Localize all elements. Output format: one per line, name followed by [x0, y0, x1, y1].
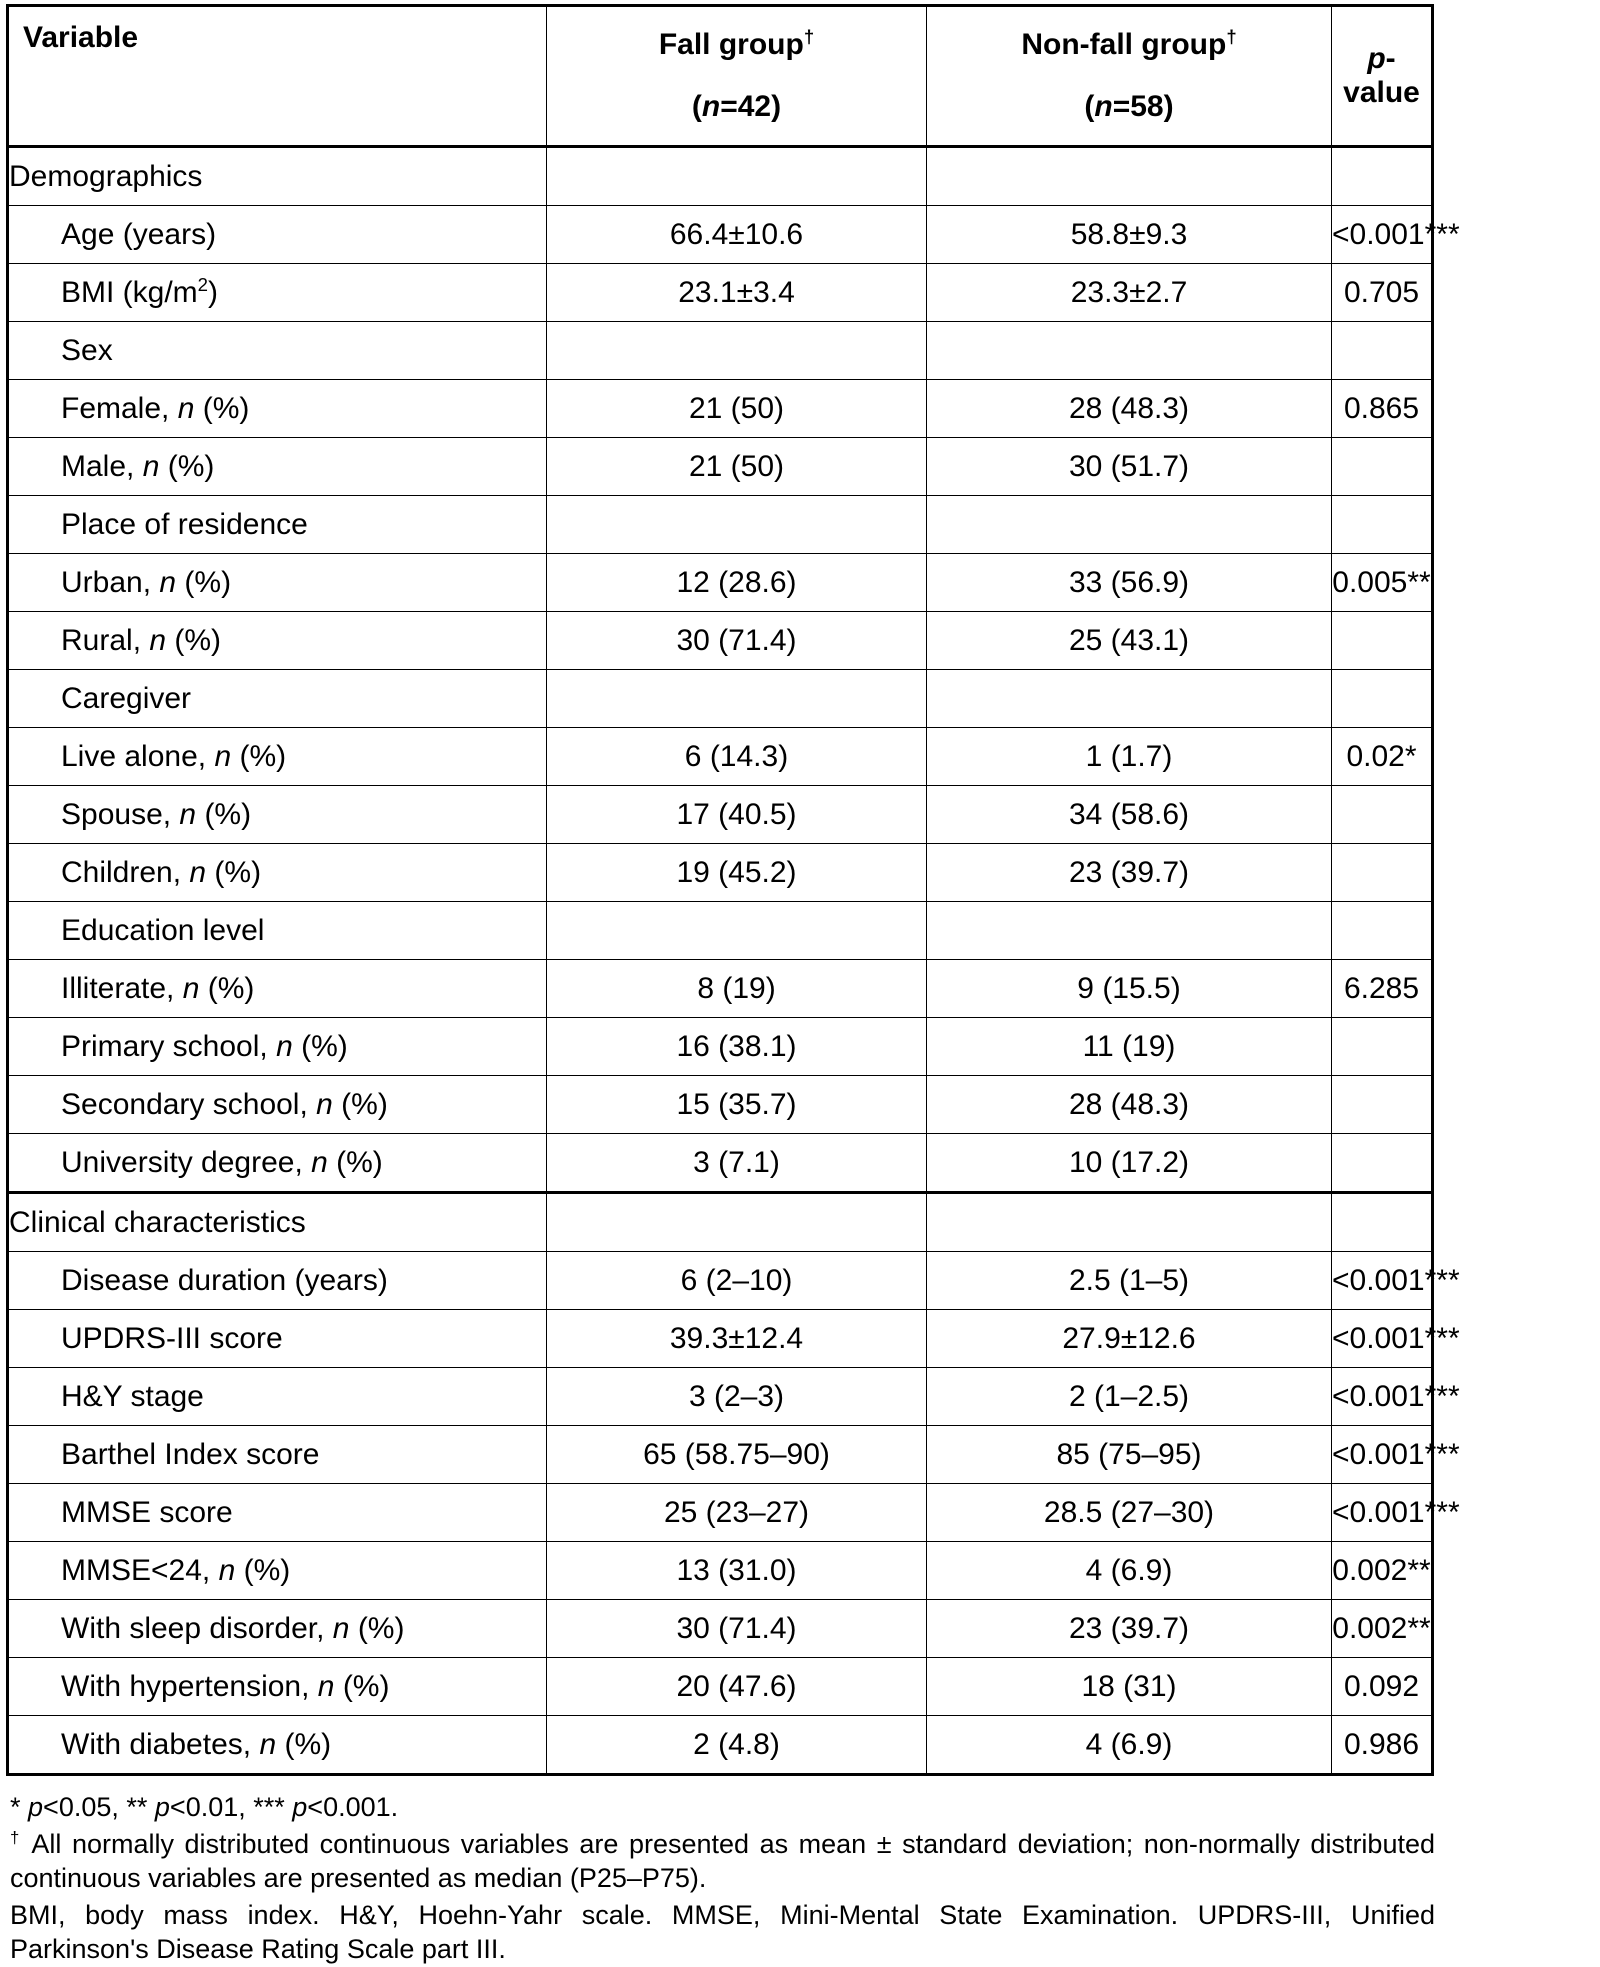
cell-p-value: 0.705 [1332, 264, 1433, 322]
cell-fall-group: 65 (58.75–90) [547, 1426, 927, 1484]
table-row [8, 1542, 1433, 1600]
cell-non-fall-group: 4 (6.9) [927, 1716, 1332, 1775]
cell-non-fall-group: 4 (6.9) [927, 1542, 1332, 1600]
cell-fall-group: 6 (2–10) [547, 1252, 927, 1310]
cell-non-fall-group: 34 (58.6) [927, 786, 1332, 844]
row-label: Children, n (%) [8, 844, 547, 902]
cell-p-value [1332, 1018, 1433, 1076]
column-header-fall-group-label: Fall group† [658, 26, 815, 62]
cell-p-value: 0.092 [1332, 1658, 1433, 1716]
characteristics-table [6, 4, 1460, 1776]
column-header-p-value-label: p-value [1343, 42, 1420, 109]
cell-fall-group: 8 (19) [547, 960, 927, 1018]
row-label: MMSE<24, n (%) [8, 1542, 547, 1600]
section-p-cell [1332, 147, 1433, 206]
cell-non-fall-group: 58.8±9.3 [927, 206, 1332, 264]
row-label: Age (years) [8, 206, 547, 264]
cell-fall-group [547, 670, 927, 728]
column-header-non-fall-group [927, 6, 1332, 147]
table-row [8, 1600, 1433, 1658]
footnote-dagger: † All normally distributed continuous variables are presented as mean ± standard deviation; non-normally distributed continuous variables are presented as median (P25–P75). [10, 1827, 1435, 1894]
section-p-cell [1332, 1193, 1433, 1252]
row-label: With hypertension, n (%) [8, 1658, 547, 1716]
table-row [8, 786, 1433, 844]
cell-non-fall-group: 2 (1–2.5) [927, 1368, 1332, 1426]
cell-p-value: <0.001*** [1332, 1368, 1433, 1426]
cell-fall-group: 17 (40.5) [547, 786, 927, 844]
column-header-variable [8, 6, 547, 147]
section-header-row [8, 1193, 1433, 1252]
cell-non-fall-group [927, 902, 1332, 960]
cell-non-fall-group: 1 (1.7) [927, 728, 1332, 786]
row-label: Urban, n (%) [8, 554, 547, 612]
table-row [8, 1134, 1433, 1193]
cell-p-value: 0.02* [1332, 728, 1433, 786]
row-label: MMSE score [8, 1484, 547, 1542]
cell-non-fall-group: 28.5 (27–30) [927, 1484, 1332, 1542]
cell-non-fall-group: 10 (17.2) [927, 1134, 1332, 1193]
cell-fall-group: 6 (14.3) [547, 728, 927, 786]
cell-fall-group: 30 (71.4) [547, 1600, 927, 1658]
row-label: Illiterate, n (%) [8, 960, 547, 1018]
cell-fall-group: 39.3±12.4 [547, 1310, 927, 1368]
cell-fall-group: 3 (2–3) [547, 1368, 927, 1426]
row-label: Rural, n (%) [8, 612, 547, 670]
cell-fall-group: 12 (28.6) [547, 554, 927, 612]
table-row [8, 438, 1433, 496]
cell-p-value: 0.986 [1332, 1716, 1433, 1775]
cell-fall-group: 30 (71.4) [547, 612, 927, 670]
cell-non-fall-group: 23 (39.7) [927, 844, 1332, 902]
table-row [8, 1484, 1433, 1542]
table-row [8, 1018, 1433, 1076]
table-row [8, 1716, 1433, 1775]
table-row [8, 1252, 1433, 1310]
table-row [8, 902, 1433, 960]
cell-fall-group [547, 496, 927, 554]
cell-p-value: 0.005** [1332, 554, 1433, 612]
cell-p-value [1332, 1076, 1433, 1134]
column-header-fall-group [547, 6, 927, 147]
cell-non-fall-group [927, 496, 1332, 554]
cell-non-fall-group: 2.5 (1–5) [927, 1252, 1332, 1310]
cell-fall-group [547, 322, 927, 380]
cell-fall-group: 25 (23–27) [547, 1484, 927, 1542]
cell-non-fall-group: 23.3±2.7 [927, 264, 1332, 322]
table-row [8, 1310, 1433, 1368]
table-row [8, 1426, 1433, 1484]
row-label: UPDRS-III score [8, 1310, 547, 1368]
cell-fall-group: 19 (45.2) [547, 844, 927, 902]
column-header-fall-group-n: (n=42) [691, 90, 782, 123]
cell-fall-group: 66.4±10.6 [547, 206, 927, 264]
cell-p-value [1332, 844, 1433, 902]
table-page [0, 4, 1600, 1965]
section-fall-cell [547, 147, 927, 206]
cell-non-fall-group: 27.9±12.6 [927, 1310, 1332, 1368]
cell-p-value [1332, 438, 1433, 496]
section-title: Demographics [8, 147, 547, 206]
cell-p-value: <0.001*** [1332, 1426, 1433, 1484]
section-header-row [8, 147, 1433, 206]
cell-non-fall-group: 23 (39.7) [927, 1600, 1332, 1658]
table-row [8, 728, 1433, 786]
row-label: Secondary school, n (%) [8, 1076, 547, 1134]
cell-non-fall-group: 33 (56.9) [927, 554, 1332, 612]
cell-non-fall-group: 85 (75–95) [927, 1426, 1332, 1484]
table-body [8, 147, 1460, 1775]
cell-non-fall-group: 28 (48.3) [927, 1076, 1332, 1134]
cell-p-value: 0.865 [1332, 380, 1433, 438]
cell-fall-group: 2 (4.8) [547, 1716, 927, 1775]
table-row [8, 612, 1433, 670]
cell-p-value: <0.001*** [1332, 1484, 1433, 1542]
cell-fall-group: 20 (47.6) [547, 1658, 927, 1716]
column-header-non-fall-group-n: (n=58) [1084, 90, 1174, 123]
cell-p-value [1332, 612, 1433, 670]
section-title: Clinical characteristics [8, 1193, 547, 1252]
footnote-significance: * p<0.05, ** p<0.01, *** p<0.001. [10, 1792, 399, 1822]
cell-fall-group: 15 (35.7) [547, 1076, 927, 1134]
table-row [8, 670, 1433, 728]
cell-p-value [1332, 322, 1433, 380]
table-row [8, 264, 1433, 322]
cell-p-value: <0.001*** [1332, 1310, 1433, 1368]
table-footnotes [10, 1790, 1435, 1967]
cell-fall-group: 3 (7.1) [547, 1134, 927, 1193]
cell-non-fall-group: 11 (19) [927, 1018, 1332, 1076]
cell-p-value: 0.002** [1332, 1542, 1433, 1600]
table-row [8, 496, 1433, 554]
cell-fall-group: 21 (50) [547, 438, 927, 496]
row-label: Female, n (%) [8, 380, 547, 438]
table-row [8, 1076, 1433, 1134]
cell-fall-group [547, 902, 927, 960]
cell-p-value: 6.285 [1332, 960, 1433, 1018]
table-row [8, 844, 1433, 902]
row-label: With diabetes, n (%) [8, 1716, 547, 1775]
cell-fall-group: 16 (38.1) [547, 1018, 927, 1076]
cell-fall-group: 13 (31.0) [547, 1542, 927, 1600]
cell-non-fall-group [927, 322, 1332, 380]
row-label: Caregiver [8, 670, 547, 728]
table-row [8, 1368, 1433, 1426]
cell-p-value [1332, 496, 1433, 554]
table-row [8, 380, 1433, 438]
cell-p-value [1332, 902, 1433, 960]
cell-non-fall-group: 18 (31) [927, 1658, 1332, 1716]
row-label: University degree, n (%) [8, 1134, 547, 1193]
table-row [8, 1658, 1433, 1716]
column-header-p-value [1332, 6, 1433, 147]
section-fall-cell [547, 1193, 927, 1252]
row-label: Barthel Index score [8, 1426, 547, 1484]
table-row [8, 554, 1433, 612]
cell-p-value: <0.001*** [1332, 206, 1433, 264]
table-row [8, 206, 1433, 264]
cell-fall-group: 23.1±3.4 [547, 264, 927, 322]
cell-p-value [1332, 670, 1433, 728]
section-non-fall-cell [927, 1193, 1332, 1252]
column-header-variable-label: Variable [23, 21, 139, 54]
cell-fall-group: 21 (50) [547, 380, 927, 438]
section-non-fall-cell [927, 147, 1332, 206]
cell-non-fall-group: 9 (15.5) [927, 960, 1332, 1018]
row-label: Primary school, n (%) [8, 1018, 547, 1076]
table-row [8, 960, 1433, 1018]
dagger-marker-fall: † [803, 26, 815, 48]
row-label: With sleep disorder, n (%) [8, 1600, 547, 1658]
row-label: Live alone, n (%) [8, 728, 547, 786]
cell-non-fall-group [927, 670, 1332, 728]
row-label: Disease duration (years) [8, 1252, 547, 1310]
table-row [8, 322, 1433, 380]
row-label: Spouse, n (%) [8, 786, 547, 844]
cell-non-fall-group: 30 (51.7) [927, 438, 1332, 496]
cell-p-value: <0.001*** [1332, 1252, 1433, 1310]
row-label: BMI $(kg/m^2)$ [8, 264, 547, 322]
row-label: Place of residence [8, 496, 547, 554]
row-label: Education level [8, 902, 547, 960]
column-header-non-fall-group-label: Non-fall group† [1021, 26, 1237, 62]
row-label: H&Y stage [8, 1368, 547, 1426]
cell-p-value [1332, 1134, 1433, 1193]
cell-non-fall-group: 28 (48.3) [927, 380, 1332, 438]
cell-non-fall-group: 25 (43.1) [927, 612, 1332, 670]
footnote-abbreviations: BMI, body mass index. H&Y, Hoehn-Yahr scale. MMSE, Mini-Mental State Examination. UPDRS-III, Unified Parkinson's Disease Rating Scale part III. [10, 1899, 1435, 1965]
cell-p-value: 0.002** [1332, 1600, 1433, 1658]
table-header [8, 6, 1433, 147]
dagger-marker-non-fall: † [1226, 26, 1237, 48]
cell-p-value [1332, 786, 1433, 844]
row-label: Male, n (%) [8, 438, 547, 496]
row-label: Sex [8, 322, 547, 380]
